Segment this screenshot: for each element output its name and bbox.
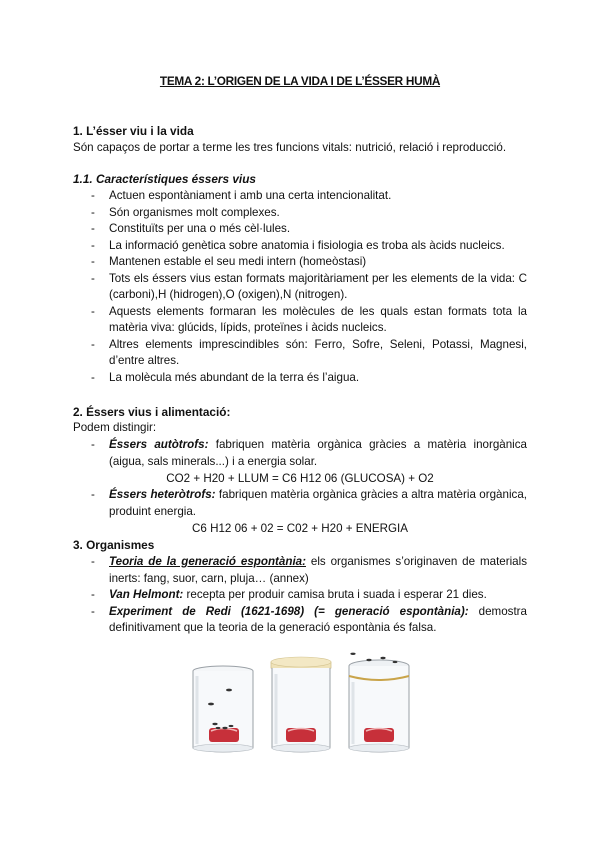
page-title: TEMA 2: L’ORIGEN DE LA VIDA I DE L’ÉSSER HUMÀ	[159, 74, 441, 88]
list-item: - La molècula més abundant de la terra és l’aigua.	[73, 370, 527, 387]
organisms-list	[73, 554, 527, 637]
spontaneous-generation-text: els organismes s’originaven de materials inerts: fang, suor, carn, pluja… (annex)	[109, 555, 528, 585]
list-item: - Tots els éssers vius estan formats majoritàriament per les elements de la vida: C (carboni),H (hidrogen),O (oxigen),N (nitrogen).	[73, 271, 527, 304]
list-item: - La informació genètica sobre anatomia i fisiologia es troba als àcids nucleics.	[73, 238, 527, 255]
section-1-heading: 1. L’ésser viu i la vida	[73, 124, 194, 138]
list-item: - Mantenen estable el seu medi intern (homeòstasi)	[73, 254, 527, 271]
list-item-autotrophs	[73, 437, 527, 470]
autotrophs-description: fabriquen matèria orgànica gràcies a matèria inorgànica (aigua, sals minerals...) i a energia solar.	[109, 438, 527, 468]
list-item-van-helmont	[73, 587, 527, 604]
list-item: - Aquests elements formaran les molècules de les quals estan formats tota la matèria viva: glúcids, lípids, proteïnes i àcids nucleics.	[73, 304, 527, 337]
term-heterotrophs: Éssers heteròtrofs:	[109, 488, 216, 501]
term-van-helmont: Van Helmont:	[109, 588, 184, 601]
characteristics-list	[73, 188, 527, 386]
sealed-jar	[349, 657, 409, 752]
respiration-equation: C6 H12 06 + 02 = C02 + H20 + ENERGIA	[192, 522, 408, 535]
list-item: - Constituïts per una o més cèl·lules.	[73, 221, 527, 238]
section-2-heading: 2. Éssers vius i alimentació:	[73, 405, 231, 419]
nutrition-types-list-2	[73, 487, 527, 520]
photosynthesis-equation: CO2 + H20 + LLUM = C6 H12 06 (GLUCOSA) + O2	[166, 472, 434, 485]
heterotrophs-description: fabriquen matèria orgànica gràcies a altra matèria orgànica, produint energia.	[109, 488, 527, 518]
open-jar	[193, 666, 253, 752]
list-item: - Actuen espontàniament i amb una certa intencionalitat.	[73, 188, 527, 205]
section-3-heading: 3. Organismes	[73, 538, 155, 552]
gauze-jar	[271, 657, 331, 752]
redi-text: demostra definitivament que la teoria de la generació espontània és falsa.	[109, 604, 527, 634]
section-1-1-heading: 1.1. Característiques éssers vius	[73, 172, 256, 186]
list-item: - Són organismes molt complexes.	[73, 205, 527, 222]
list-item-redi	[73, 604, 527, 637]
redi-experiment-jars-icon	[185, 652, 420, 758]
van-helmont-text: recepta per produir camisa bruta i suada i esperar 21 dies.	[183, 588, 487, 601]
section-1-text: Són capaços de portar a terme les tres funcions vitals: nutrició, relació i reproducció.	[73, 141, 507, 154]
nutrition-types-list	[73, 437, 527, 470]
term-autotrophs: Éssers autòtrofs:	[109, 438, 209, 451]
list-item-spontaneous-generation	[73, 554, 527, 587]
term-redi: Experiment de Redi (1621-1698) (= generació espontània):	[109, 604, 469, 618]
section-2-intro: Podem distingir:	[73, 421, 157, 434]
list-item: - Altres elements imprescindibles són: Ferro, Sofre, Seleni, Potassi, Magnesi, d’entre altres.	[73, 337, 527, 370]
term-spontaneous-generation: Teoria de la generació espontània:	[109, 555, 306, 568]
list-item-heterotrophs	[73, 487, 527, 520]
